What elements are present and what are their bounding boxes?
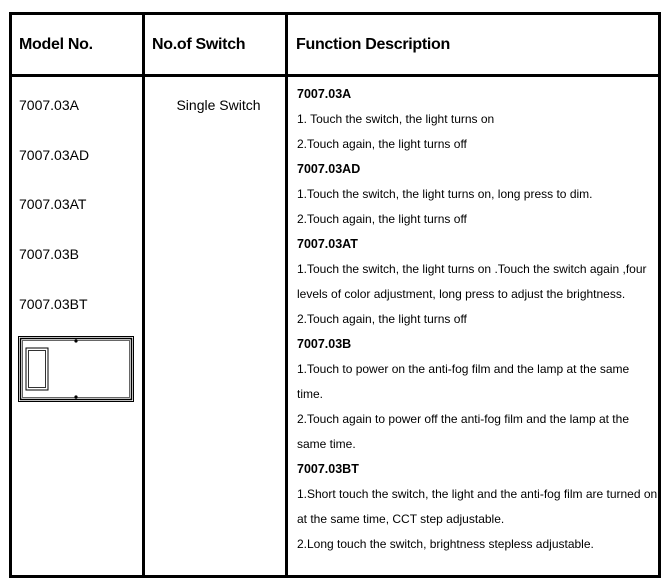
- header-function: Function Description: [296, 35, 451, 53]
- function-line: 2.Touch again, the light turns off: [297, 212, 467, 226]
- model-number: 7007.03B: [19, 246, 79, 262]
- header-switch-count: No.of Switch: [152, 35, 246, 53]
- spec-table: [9, 12, 661, 578]
- switch-panel-diagram: [18, 336, 134, 402]
- model-number: 7007.03AT: [19, 196, 87, 212]
- model-number: 7007.03AD: [19, 147, 90, 163]
- function-model-heading: 7007.03A: [297, 87, 352, 101]
- header-model: Model No.: [19, 35, 93, 53]
- header-divider: [12, 74, 658, 77]
- function-line: 2.Touch again, the light turns off: [297, 137, 467, 151]
- function-line: 2.Touch again, the light turns off: [297, 312, 467, 326]
- function-line: time.: [297, 387, 324, 401]
- model-number: 7007.03A: [19, 97, 79, 113]
- function-line: at the same time, CCT step adjustable.: [297, 512, 505, 526]
- function-line: 2.Long touch the switch, brightness stepless adjustable.: [297, 537, 594, 551]
- function-line: 2.Touch again to power off the anti-fog film and the lamp at the: [297, 412, 629, 426]
- function-model-heading: 7007.03AD: [297, 162, 361, 176]
- function-line: levels of color adjustment, long press to adjust the brightness.: [297, 287, 626, 301]
- function-line: 1.Touch to power on the anti-fog film and the lamp at the same: [297, 362, 630, 376]
- function-line: same time.: [297, 437, 356, 451]
- function-line: 1. Touch the switch, the light turns on: [297, 112, 495, 126]
- function-model-heading: 7007.03B: [297, 337, 352, 351]
- model-number: 7007.03BT: [19, 296, 88, 312]
- function-model-heading: 7007.03BT: [297, 462, 359, 476]
- function-line: 1.Touch the switch, the light turns on .Touch the switch again ,four: [297, 262, 647, 276]
- switch-type: Single Switch: [176, 97, 261, 113]
- function-line: 1.Short touch the switch, the light and the anti-fog film are turned on: [297, 487, 658, 501]
- column-divider: [142, 15, 145, 575]
- function-model-heading: 7007.03AT: [297, 237, 358, 251]
- function-line: 1.Touch the switch, the light turns on, long press to dim.: [297, 187, 593, 201]
- function-description: [297, 82, 657, 557]
